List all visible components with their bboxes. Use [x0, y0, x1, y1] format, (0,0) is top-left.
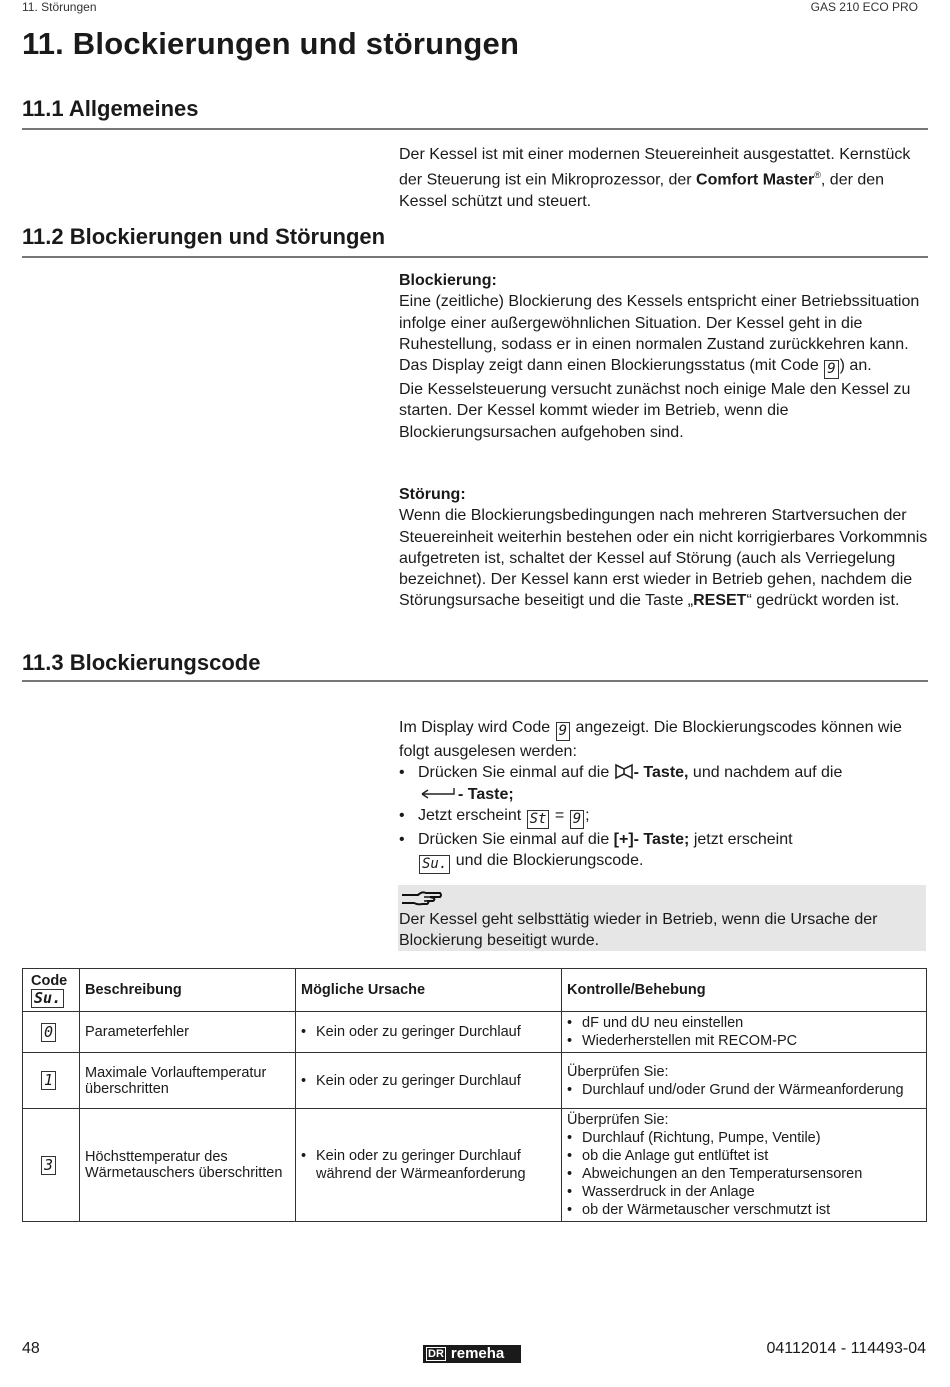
section-heading-11-2: 11.2 Blockierungen und Störungen [22, 224, 386, 249]
mode-key-icon [614, 764, 634, 781]
section-divider [22, 256, 928, 258]
page-title: 11. Blockierungen und störungen [22, 26, 520, 61]
section-divider [22, 128, 928, 130]
display-code-9: 9 [824, 360, 838, 379]
fault-description: Störung: Wenn die Blockierungsbedingungen nach mehreren Startversuchen der Steuereinheit weiterhin bestehen oder ein nicht korrigierbares Vorkommnis aufgetreten ist, schaltet der Kessel auf Störung (auch als Verriegelung bezeichnet). Der Kessel kann erst wieder in Betrieb gehen, nachdem die Störungsursache beseitigt und die Taste „RESET“ gedrückt worden ist. [399, 486, 928, 610]
col-header-code: Code Su. [23, 969, 80, 1012]
display-code-9: 9 [570, 810, 584, 829]
section-divider [22, 680, 928, 682]
row-cause: • Kein oder zu geringer Durchlauf während der Wärmeanforderung [301, 1147, 556, 1183]
running-header-chapter: 11. Störungen [22, 0, 97, 14]
col-header-description: Beschreibung [80, 969, 296, 1012]
note-box [398, 885, 926, 951]
document-number: 04112014 - 114493-04 [766, 1340, 926, 1357]
table-row: 0 Parameterfehler • Kein oder zu geringer Durchlauf • dF und dU neu einstellen • Wiederherstellen mit RECOM-PC [23, 1012, 927, 1053]
running-header-product: GAS 210 ECO PRO [810, 0, 918, 14]
display-code: 3 [41, 1156, 56, 1175]
section-heading-11-3: 11.3 Blockierungscode [22, 650, 261, 675]
row-cause: • Kein oder zu geringer Durchlauf [301, 1072, 556, 1090]
table-header-row [23, 969, 927, 1012]
blocking-code-table [22, 968, 927, 1222]
block-description: Blockierung: Eine (zeitliche) Blockierung des Kessels entspricht einer Betriebssituation infolge einer außergewöhnlichen Situation. Der Kessel geht in die Ruhestellung, sodass er in einen normalen Zustand zurückkehren kann. Das Display zeigt dann einen Blockierungsstatus (mit Code 9 ) an. Die Kesselsteuerung versucht zunächst noch einige Male den Kessel zu starten. Der Kessel kommt wieder im Betrieb, wenn die Blockierungsursachen aufgehoben sind. [399, 270, 929, 443]
page-number: 48 [22, 1340, 40, 1357]
step-1: • Drücken Sie einmal auf die - Taste, und nachdem auf die - Taste; [399, 762, 929, 805]
readout-instructions: Im Display wird Code 9 angezeigt. Die Blockierungscodes können wie folgt ausgelesen werden: • Drücken Sie einmal auf die - Taste, und nachdem auf die - Taste; • Jetzt erscheint St = 9 ; • Drücken Sie einmal auf die [+]- Taste; jetzt erscheint Su. und die Blockierungscode. [399, 717, 929, 874]
paragraph-general: Der Kessel ist mit einer modernen Steuereinheit ausgestattet. Kernstück der Steuerung ist ein Mikroprozessor, der Comfort Master®, der den Kessel schützt und steuert. [399, 146, 911, 210]
col-header-fix: Kontrolle/Behebung [562, 969, 927, 1012]
table-row: 3 Höchsttemperatur des Wärmetauschers überschritten • Kein oder zu geringer Durchlauf während der Wärmeanforderung Überprüfen Sie: • Durchlauf (Richtung, Pumpe, Ventile) • ob die Anlage gut entlüftet ist • Abweichungen an den Temperatursensoren • Wasserdruck in der Anlage • ob der Wärmetauscher verschmutzt ist [23, 1109, 927, 1222]
display-code-su: Su. [31, 989, 64, 1008]
enter-key-icon [418, 786, 458, 803]
block-label: Blockierung: [399, 272, 497, 289]
step-3: • Drücken Sie einmal auf die [+]- Taste; jetzt erscheint Su. und die Blockierungscode. [399, 829, 929, 874]
section-heading-11-1: 11.1 Allgemeines [22, 96, 199, 121]
col-header-cause: Mögliche Ursache [296, 969, 562, 1012]
note-text: Der Kessel geht selbsttätig wieder in Betrieb, wenn die Ursache der Blockierung beseitigt wurde. [399, 911, 878, 949]
display-code-9: 9 [556, 722, 570, 741]
row-description: Höchsttemperatur des Wärmetauschers überschritten [80, 1109, 296, 1222]
row-description: Parameterfehler [80, 1012, 296, 1053]
row-cause: • Kein oder zu geringer Durchlauf [301, 1023, 556, 1041]
remeha-logo: DR remeha [423, 1345, 521, 1363]
row-description: Maximale Vorlauftemperatur überschritten [80, 1053, 296, 1109]
display-code: 1 [41, 1071, 56, 1090]
fault-label: Störung: [399, 486, 466, 503]
display-code: 0 [41, 1023, 56, 1042]
step-2: • Jetzt erscheint St = 9 ; [399, 805, 929, 829]
display-code-st: St [527, 810, 550, 829]
display-code-su: Su. [419, 855, 450, 874]
table-row: 1 Maximale Vorlauftemperatur überschritten • Kein oder zu geringer Durchlauf Überprüfen Sie: • Durchlauf und/oder Grund der Wärmeanforderung [23, 1053, 927, 1109]
